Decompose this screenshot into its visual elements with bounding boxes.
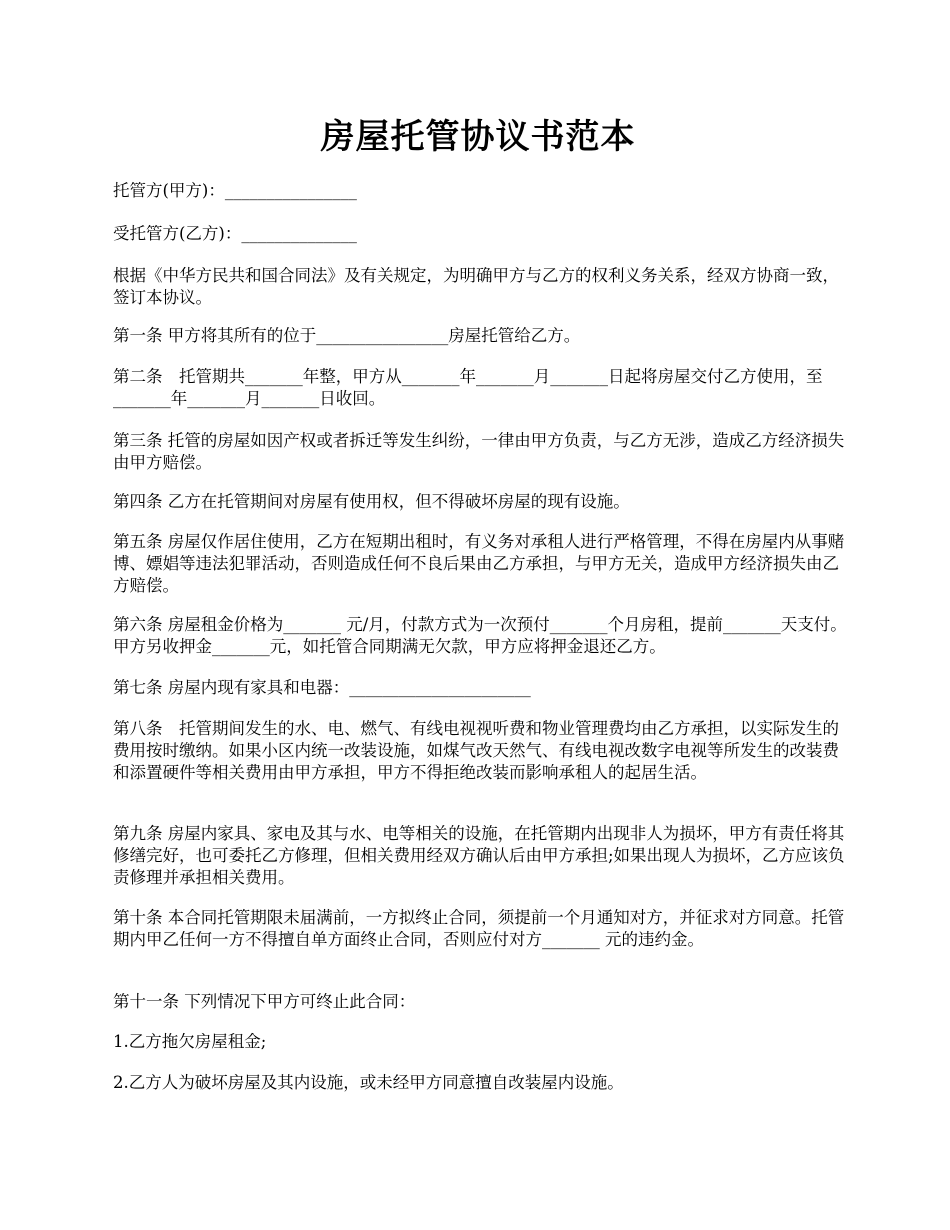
article-2: 第二条 托管期共_______年整，甲方从_______年_______月_______日起将房屋交付乙方使用，至_______年_______月_______日收回。 bbox=[113, 367, 823, 408]
article-8: 第八条 托管期间发生的水、电、燃气、有线电视视听费和物业管理费均由乙方承担，以实际发生的费用按时缴纳。如果小区内统一改装设施，如煤气改天然气、有线电视改数字电视等所发生的改装费和添置硬件等相关费用由甲方承担，甲方不得拒绝改装而影响承租人的起居生活。 bbox=[113, 719, 839, 782]
article-11: 第十一条 下列情况下甲方可终止此合同： bbox=[113, 992, 416, 1011]
article-7: 第七条 房屋内现有家具和电器：______________________ bbox=[113, 678, 531, 697]
preamble-paragraph: 根据《中华方民共和国合同法》及有关规定，为明确甲方与乙方的权利义务关系，经双方协商一致，签订本协议。 bbox=[113, 266, 839, 307]
article-6: 第六条 房屋租金价格为_______ 元/月，付款方式为一次预付_______个月房租，提前_______天支付。甲方另收押金_______元，如托管合同期满无欠款，甲方应将押金退还乙方。 bbox=[113, 615, 847, 656]
article-9: 第九条 房屋内家具、家电及其与水、电等相关的设施，在托管期内出现非人为损坏，甲方有责任将其修缮完好，也可委托乙方修理，但相关费用经双方确认后由甲方承担;如果出现人为损坏，乙方应该负责修理并承担相关费用。 bbox=[113, 824, 845, 887]
party-b-line: 受托管方(乙方)：______________ bbox=[113, 224, 357, 243]
article-1: 第一条 甲方将其所有的位于________________房屋托管给乙方。 bbox=[113, 326, 581, 345]
document-title: 房屋托管协议书范本 bbox=[320, 117, 636, 157]
article-11-item-2: 2.乙方人为破坏房屋及其内设施，或未经甲方同意擅自改装屋内设施。 bbox=[113, 1073, 624, 1092]
party-a-line: 托管方(甲方)：________________ bbox=[113, 181, 357, 200]
article-5: 第五条 房屋仅作居住使用，乙方在短期出租时，有义务对承租人进行严格管理，不得在房屋内从事赌博、嫖娼等违法犯罪活动，否则造成任何不良后果由乙方承担，与甲方无关，造成甲方经济损失由乙方赔偿。 bbox=[113, 532, 845, 595]
article-10: 第十条 本合同托管期限未届满前，一方拟终止合同，须提前一个月通知对方，并征求对方同意。托管期内甲乙任何一方不得擅自单方面终止合同，否则应付对方_______ 元的违约金。 bbox=[113, 908, 845, 949]
article-4: 第四条 乙方在托管期间对房屋有使用权，但不得破坏房屋的现有设施。 bbox=[113, 492, 630, 511]
article-11-item-1: 1.乙方拖欠房屋租金; bbox=[113, 1032, 267, 1051]
article-3: 第三条 托管的房屋如因产权或者拆迁等发生纠纷，一律由甲方负责，与乙方无涉，造成乙方经济损失由甲方赔偿。 bbox=[113, 431, 845, 472]
